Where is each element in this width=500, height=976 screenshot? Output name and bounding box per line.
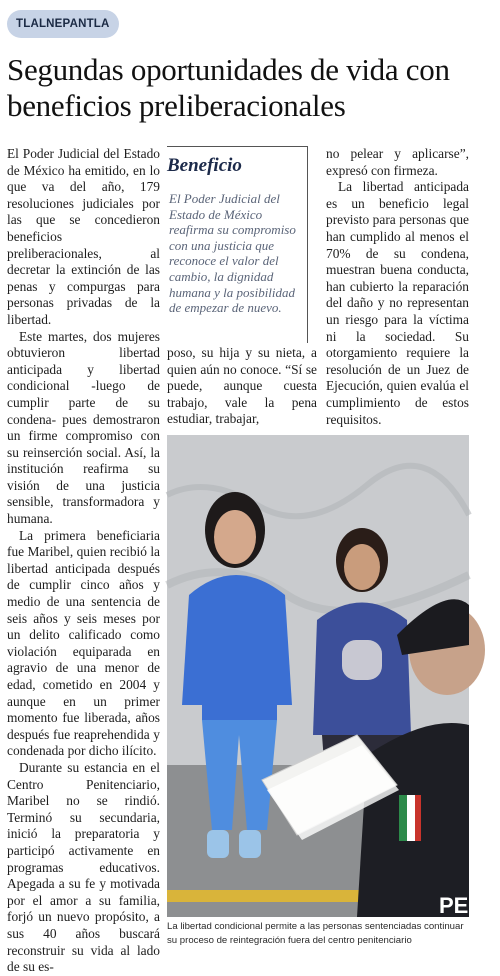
- article-column-2: [167, 345, 317, 428]
- paragraph: La libertad anticipada es un beneficio legal previsto para personas que han cumplido al menos el 70% de su condena, muestran buena conducta, han cubierto la reparación del daño y no representan un riesgo para la víctima ni la sociedad. Su otorgamiento requiere la resolución de un Juez de Ejecución, quien evalúa el cumplimiento de estos requisitos.: [326, 179, 469, 427]
- sidebar-text: El Poder Judicial del Estado de México reafirma su compromiso con una justicia que reconoce el valor del cambio, la dignidad humana y la posibilidad de empezar de nuevo.: [169, 191, 296, 316]
- paragraph: no pelear y aplicarse”, expresó con firmeza.: [326, 146, 469, 178]
- photo-illustration: [167, 435, 469, 917]
- paragraph: El Poder Judicial del Estado de México ha emitido, en lo que va del año, 179 resoluciones judiciales por las que se concedieron beneficios preliberacionales, al decretar la extinción de las penas y compurgas para personas privadas de la libertad.: [7, 146, 160, 327]
- section-tag: TLALNEPANTLA: [7, 10, 119, 38]
- sidebar-box: [167, 146, 308, 343]
- paragraph: La primera beneficiaria fue Maribel, quien recibió la libertad anticipada después de cumplir cinco años y medio de una sentencia de seis años y seis meses por un delito calificado como violación equiparada en agravio de una menor de edad, cometido en 2004 y aunque en un primer momento fue liberada, años después fue reaprehendida y condenada por dicho ilícito.: [7, 527, 160, 759]
- sidebar-title: Beneficio: [167, 155, 242, 176]
- paragraph: poso, su hija y su nieta, a quien aún no conoce. “Sí se puede, aunque cuesta trabajo, vale la pena estudiar, trabajar,: [167, 345, 317, 427]
- paragraph: Durante su estancia en el Centro Penitenciario, Maribel no se rindió. Terminó su secundaria, inició la preparatoria y participó activamente en programas educativos. Apegada a su fe y motivada por el amor a su familia, forjó un nuevo propósito, a sus 40 años buscará reconstruir su vida al lado de su es-: [7, 759, 160, 975]
- paragraph: Este martes, dos mujeres obtuvieron libertad anticipada y libertad condicional -luego de cumplir parte de su condena- pues demostraron un firme compromiso con su reinserción social. Así, la institución reafirma su visión de una justicia sensible, transformadora y humana.: [7, 328, 160, 527]
- headline: Segundas oportunidades de vida con beneficios preliberacionales: [7, 52, 450, 123]
- article-column-3: [326, 146, 469, 428]
- article-column-1: [7, 146, 160, 975]
- news-photo: [167, 435, 469, 917]
- photo-caption: La libertad condicional permite a las personas sentenciadas continuar su proceso de reintegración fuera del centro penitenciario: [167, 921, 464, 946]
- photo-partial-text: PE: [439, 893, 469, 918]
